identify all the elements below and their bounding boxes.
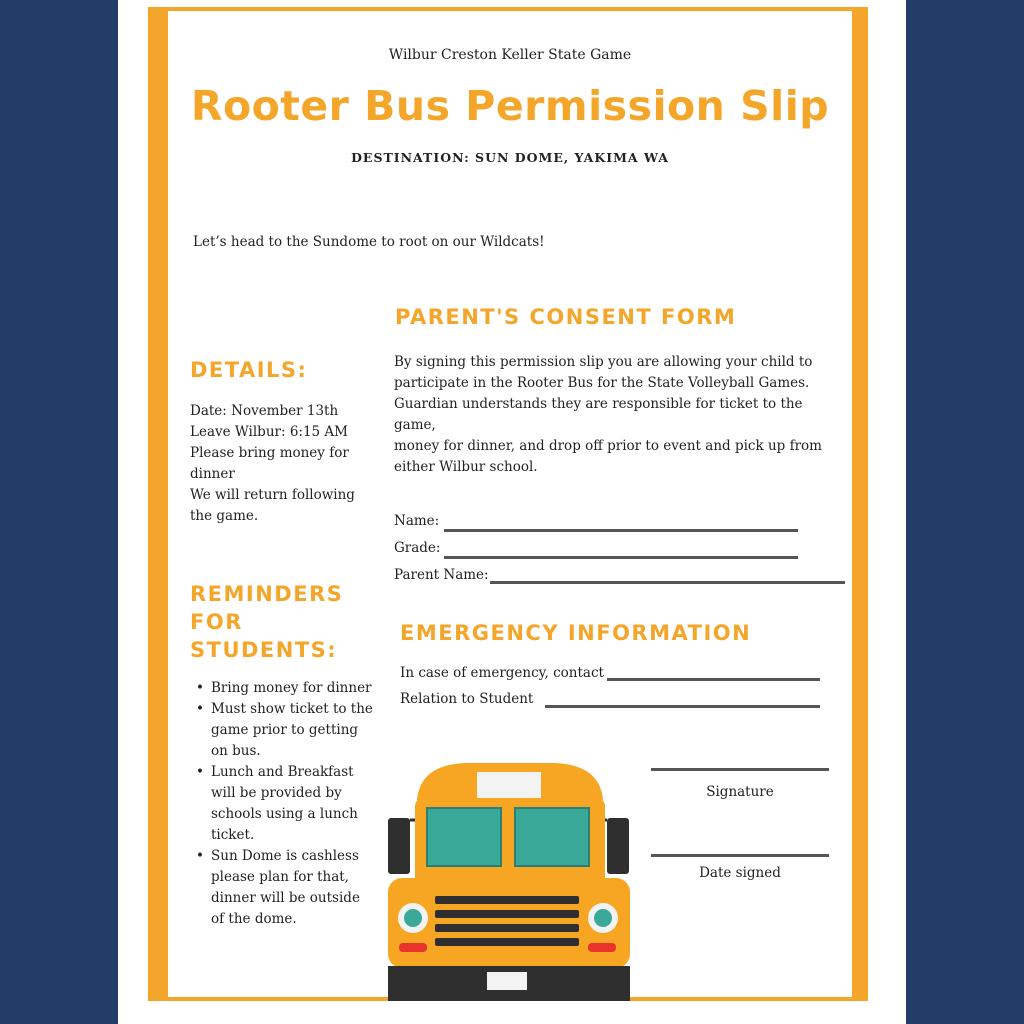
emergency-contact-label: In case of emergency, contact bbox=[400, 665, 604, 681]
parent-name-label: Parent Name: bbox=[394, 567, 489, 583]
details-line: We will return following bbox=[190, 487, 355, 503]
details-line: Please bring money for bbox=[190, 445, 349, 461]
details-line: the game. bbox=[190, 508, 259, 524]
list-item bbox=[211, 699, 391, 762]
list-item bbox=[211, 762, 391, 846]
details-heading: DETAILS: bbox=[190, 358, 308, 382]
intro-text: Let’s head to the Sundome to root on our Wildcats! bbox=[193, 234, 545, 250]
date-signed-label: Date signed bbox=[699, 865, 781, 881]
grade-label: Grade: bbox=[394, 540, 441, 556]
document-title: Rooter Bus Permission Slip bbox=[190, 82, 830, 130]
grade-input-line[interactable] bbox=[444, 556, 798, 559]
consent-heading: PARENT'S CONSENT FORM bbox=[395, 305, 737, 329]
grille-bar bbox=[435, 924, 579, 932]
consent-paragraph bbox=[394, 352, 834, 478]
signature-line[interactable] bbox=[651, 768, 829, 771]
list-item-line: • Bring money for dinner bbox=[211, 680, 372, 696]
details-line: Date: November 13th bbox=[190, 403, 339, 419]
list-item-line: of the dome. bbox=[211, 911, 297, 927]
list-item-line: game prior to getting bbox=[211, 722, 359, 738]
reminders-heading-line: REMINDERS bbox=[190, 582, 344, 606]
list-item-line: • Lunch and Breakfast bbox=[211, 764, 354, 780]
name-label: Name: bbox=[394, 513, 440, 529]
right-headlight-lens bbox=[594, 909, 612, 927]
document-subtitle: Wilbur Creston Keller State Game bbox=[388, 47, 632, 63]
emergency-contact-line[interactable] bbox=[607, 678, 820, 681]
parent-name-input-line[interactable] bbox=[490, 581, 845, 584]
border-right bbox=[852, 7, 868, 1001]
left-indicator bbox=[399, 943, 427, 952]
name-input-line[interactable] bbox=[444, 529, 798, 532]
left-headlight-lens bbox=[404, 909, 422, 927]
reminders-list bbox=[193, 678, 391, 930]
right-indicator bbox=[588, 943, 616, 952]
emergency-heading: EMERGENCY INFORMATION bbox=[400, 621, 752, 645]
grille-bar bbox=[435, 938, 579, 946]
consent-line: either Wilbur school. bbox=[394, 459, 538, 475]
list-item-line: dinner will be outside bbox=[211, 890, 360, 906]
list-item-line: • Must show ticket to the bbox=[211, 701, 373, 717]
list-item-line: ticket. bbox=[211, 827, 255, 843]
right-windshield bbox=[515, 808, 589, 866]
route-sign bbox=[477, 772, 541, 800]
destination: DESTINATION: SUN DOME, YAKIMA WA bbox=[351, 150, 669, 165]
consent-line: Guardian understands they are responsible for ticket to the game, bbox=[394, 396, 803, 433]
left-windshield bbox=[427, 808, 501, 866]
consent-line: money for dinner, and drop off prior to event and pick up from bbox=[394, 438, 822, 454]
grille-bar bbox=[435, 910, 579, 918]
consent-line: By signing this permission slip you are allowing your child to bbox=[394, 354, 813, 370]
reminders-heading-line: STUDENTS: bbox=[190, 638, 338, 662]
list-item-line: will be provided by bbox=[211, 785, 342, 801]
list-item-line: on bus. bbox=[211, 743, 261, 759]
license-plate bbox=[487, 972, 527, 990]
left-mirror bbox=[388, 818, 410, 874]
reminders-heading bbox=[190, 580, 390, 664]
list-item-line: schools using a lunch bbox=[211, 806, 358, 822]
details-list bbox=[190, 401, 360, 527]
list-item bbox=[211, 846, 391, 930]
details-line: Leave Wilbur: 6:15 AM bbox=[190, 424, 348, 440]
signature-label: Signature bbox=[706, 784, 774, 800]
school-bus-illustration bbox=[385, 760, 635, 1001]
list-item bbox=[211, 678, 391, 699]
border-top bbox=[148, 7, 868, 11]
date-signed-line[interactable] bbox=[651, 854, 829, 857]
list-item-line: • Sun Dome is cashless bbox=[211, 848, 359, 864]
list-item-line: please plan for that, bbox=[211, 869, 349, 885]
border-left bbox=[148, 7, 168, 1001]
right-mirror bbox=[607, 818, 629, 874]
grille-bar bbox=[435, 896, 579, 904]
relation-label: Relation to Student bbox=[400, 691, 534, 707]
reminders-heading-line: FOR bbox=[190, 610, 243, 634]
consent-line: participate in the Rooter Bus for the State Volleyball Games. bbox=[394, 375, 810, 391]
details-line: dinner bbox=[190, 466, 235, 482]
relation-line[interactable] bbox=[545, 705, 820, 708]
